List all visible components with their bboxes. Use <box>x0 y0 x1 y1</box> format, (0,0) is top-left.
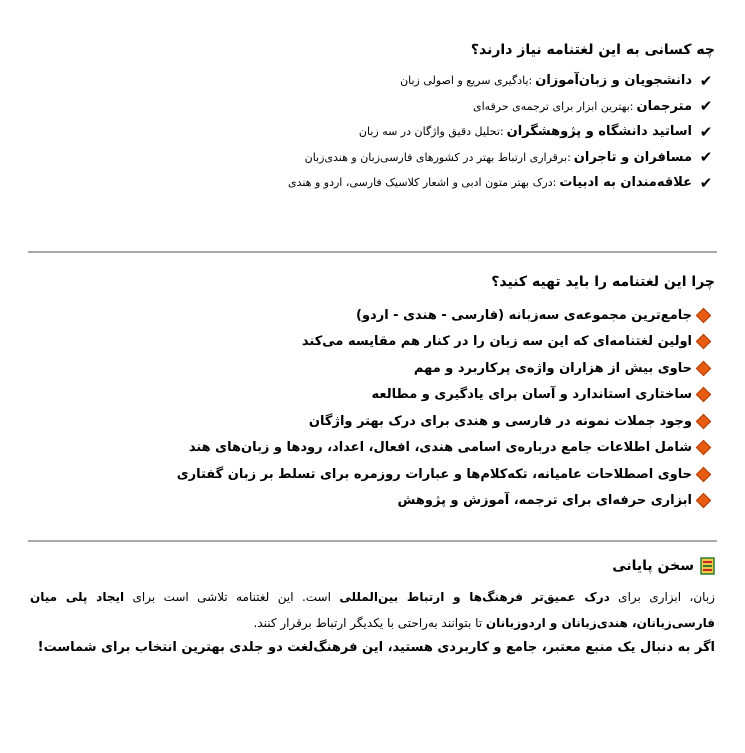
why-item <box>30 461 709 488</box>
final-text: زبان، ابزاری برای <box>609 590 715 604</box>
why-item-text: اولین لغتنامه‌ای که این سه زبان را در کنار هم مقایسه می‌کند <box>301 334 692 350</box>
who-item-label: دانشجویان و زبان‌آموزان <box>535 73 692 89</box>
who-item-label: مسافران و تاجران <box>573 149 692 165</box>
why-item <box>30 408 709 435</box>
who-item-label: علاقه‌مندان به ادبیات <box>559 175 692 191</box>
final-text: تا بتوانند به‌راحتی با یکدیگر ارتباط برقرار کنند. <box>253 616 486 630</box>
check-icon: ✔ <box>699 71 713 90</box>
why-heading: چرا این لغتنامه را باید تهیه کنید؟ <box>491 274 715 290</box>
why-item-text: حاوی بیش از هزاران واژه‌ی پرکاربرد و مهم <box>413 360 692 376</box>
why-item-text: ابزاری حرفه‌ای برای ترجمه، آموزش و پژوهش <box>397 493 692 509</box>
why-item <box>30 355 709 382</box>
who-item-desc: :تحلیل دقیق واژگان در سه زبان <box>358 125 504 139</box>
final-paragraph <box>30 584 715 636</box>
who-item-desc: :بهترین ابزار برای ترجمه‌ی حرفه‌ای <box>472 99 634 113</box>
check-icon: ✔ <box>699 97 713 116</box>
final-heading-row <box>30 556 715 576</box>
why-item-text: ساختاری استاندارد و آسان برای یادگیری و مطالعه <box>371 387 692 403</box>
why-item <box>30 329 709 356</box>
book-icon <box>700 557 715 575</box>
who-item <box>30 119 715 145</box>
who-item <box>30 170 715 196</box>
final-emphasis: درک عمیق‌تر فرهنگ‌ها و ارتباط بین‌المللی <box>339 590 610 604</box>
divider <box>28 251 717 253</box>
diamond-bullet-icon <box>696 466 712 482</box>
who-item <box>30 94 715 120</box>
why-item-text: حاوی اصطلاحات عامیانه، تکه‌کلام‌ها و عبارات روزمره برای تسلط بر زبان گفتاری <box>176 466 692 482</box>
diamond-bullet-icon <box>696 387 712 403</box>
why-item <box>30 488 709 515</box>
why-item <box>30 382 709 409</box>
who-item-label: اساتید دانشگاه و پژوهشگران <box>506 124 692 140</box>
why-item-text: شامل اطلاعات جامع درباره‌ی اسامی هندی، افعال، اعداد، رودها و زبان‌های هند <box>188 440 692 456</box>
who-item <box>30 145 715 171</box>
divider <box>28 540 717 542</box>
who-item-desc: :برقراری ارتباط بهتر در کشورهای فارسی‌زبان و هندی‌زبان <box>304 150 571 164</box>
diamond-bullet-icon <box>696 334 712 350</box>
diamond-bullet-icon <box>696 413 712 429</box>
why-item-text: جامع‌ترین مجموعه‌ی سه‌زبانه (فارسی - هندی - اردو) <box>356 307 692 323</box>
final-heading: سخن پایانی <box>612 558 694 574</box>
who-list <box>30 68 715 196</box>
final-section <box>30 556 715 660</box>
final-emphasis: ایجاد پلی میان فارسی‌زبانان، هندی‌زبانان و اردوزبانان <box>30 590 715 630</box>
diamond-bullet-icon <box>696 493 712 509</box>
why-list <box>30 302 715 514</box>
why-item <box>30 435 709 462</box>
why-item <box>30 302 709 329</box>
why-section <box>30 272 715 514</box>
diamond-bullet-icon <box>696 440 712 456</box>
diamond-bullet-icon <box>696 360 712 376</box>
who-item <box>30 68 715 94</box>
who-section <box>30 40 715 196</box>
who-item-desc: :درک بهتر متون ادبی و اشعار کلاسیک فارسی، اردو و هندی <box>287 176 557 190</box>
final-text: است. این لغتنامه تلاشی است برای <box>124 590 340 604</box>
check-icon: ✔ <box>699 148 713 167</box>
check-icon: ✔ <box>699 122 713 141</box>
closing-line: اگر به دنبال یک منبع معتبر، جامع و کاربردی هستید، این فرهنگ‌لغت دو جلدی بهترین انتخاب برای شماست! <box>37 640 715 655</box>
who-heading: چه کسانی به این لغتنامه نیاز دارند؟ <box>470 42 715 58</box>
who-item-label: مترجمان <box>636 98 692 114</box>
check-icon: ✔ <box>699 173 713 192</box>
who-item-desc: :یادگیری سریع و اصولی زبان <box>400 74 533 88</box>
why-item-text: وجود جملات نمونه در فارسی و هندی برای درک بهتر واژگان <box>308 413 692 429</box>
diamond-bullet-icon <box>696 307 712 323</box>
